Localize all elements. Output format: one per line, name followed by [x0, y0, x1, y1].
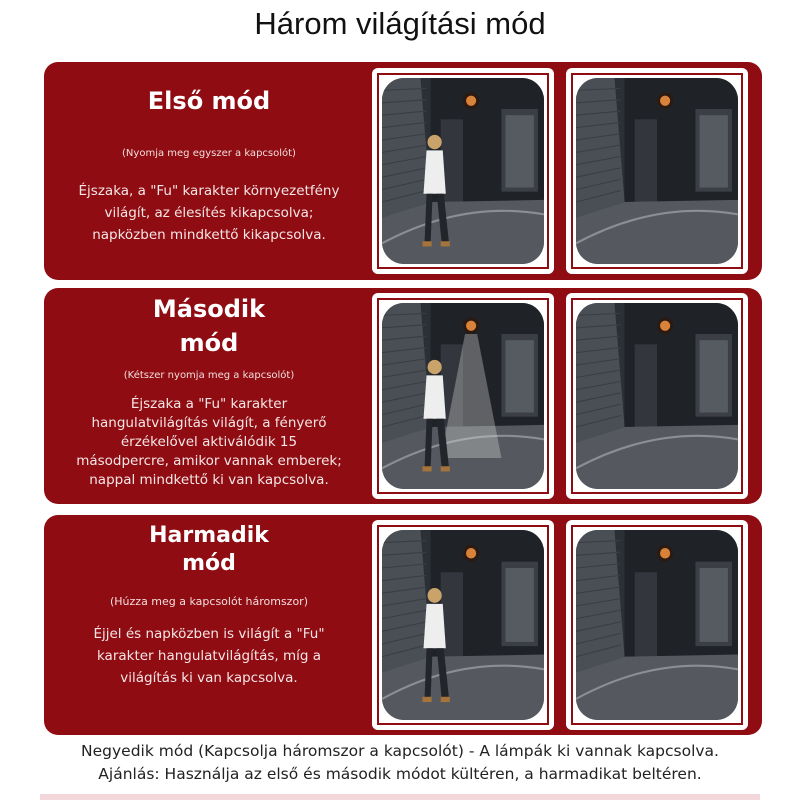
scene-panel-empty: [566, 520, 748, 730]
street-scene-image: [382, 530, 544, 720]
street-scene-image: [576, 530, 738, 720]
mode-name-line2: mód: [179, 329, 239, 357]
mode-description: Éjszaka a "Fu" karakter hangulatvilágítás világít, a fényerő érzékelővel aktiválódik 15 másodpercre, amikor vannak emberek; nappal mindkettő ki van kapcsolva.: [76, 396, 342, 488]
street-scene-image: [576, 303, 738, 489]
mode-hint: (Húzza meg a kapcsolót háromszor): [109, 595, 308, 608]
scene-panel-empty: [566, 68, 748, 274]
mode-card-first: [44, 62, 762, 280]
mode-name: Második: [152, 295, 266, 323]
page-title: Három világítási mód: [254, 6, 546, 41]
street-scene-image: [382, 303, 544, 489]
street-scene-image: [382, 78, 544, 264]
scene-panel-empty: [566, 293, 748, 499]
mode-name: Harmadik: [149, 523, 269, 548]
street-scene-image: [576, 78, 738, 264]
mode-hint: (Nyomja meg egyszer a kapcsolót): [122, 148, 296, 159]
scene-panel-with-person-lit: [372, 293, 554, 499]
mode-description: Éjszaka, a "Fu" karakter környezetfény világít, az élesítés kikapcsolva; napközben mindkettő kikapcsolva.: [78, 183, 340, 243]
mode-card-third: [44, 515, 762, 735]
footer-line-recommendation: Ajánlás: Használja az első és második módot kültéren, a harmadikat beltéren.: [98, 765, 702, 783]
mode-description: Éjjel és napközben is világít a "Fu" karakter hangulatvilágítás, míg a világítás ki van kapcsolva.: [93, 626, 325, 686]
mode-name-line2: mód: [182, 551, 236, 576]
mode-name: Első mód: [147, 87, 271, 115]
mode-card-second: [44, 288, 762, 504]
scene-panel-with-person: [372, 520, 554, 730]
footer-line-fourth-mode: Negyedik mód (Kapcsolja háromszor a kapcsolót) - A lámpák ki vannak kapcsolva.: [81, 742, 719, 760]
bottom-decoration: [40, 794, 760, 800]
scene-panel-with-person: [372, 68, 554, 274]
mode-hint: (Kétszer nyomja meg a kapcsolót): [123, 370, 295, 381]
